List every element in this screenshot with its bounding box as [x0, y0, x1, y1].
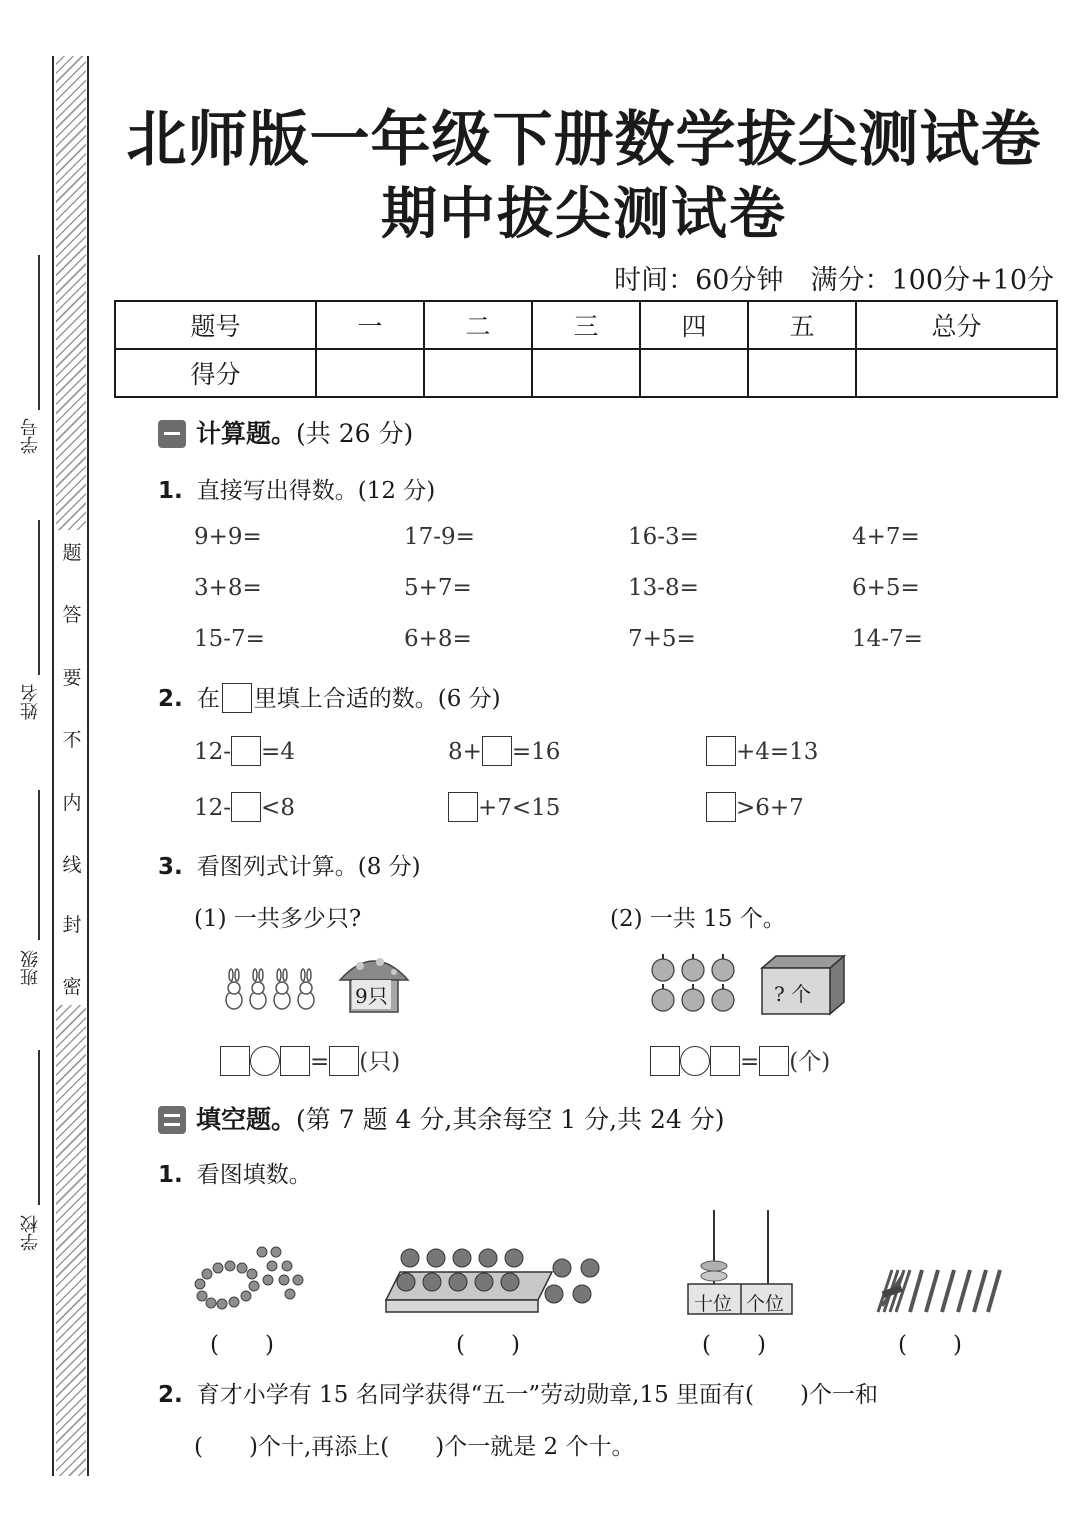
house-count-label: 9只 [352, 980, 391, 1009]
answer-box[interactable] [706, 736, 736, 766]
apple-icon [712, 989, 734, 1011]
seal-char: 密 [62, 976, 82, 998]
seal-char: 答 [62, 604, 82, 626]
answer-box[interactable] [710, 1046, 740, 1076]
equation-row-1: = (只) [220, 1043, 400, 1078]
name-label: 姓名 [20, 684, 41, 720]
answer-box[interactable] [706, 792, 736, 822]
score-table [114, 300, 1058, 398]
score-cell: 三 [532, 301, 640, 349]
page-title: 北师版一年级下册数学拔尖测试卷 [126, 105, 1042, 175]
student-id-line[interactable] [38, 255, 40, 410]
answer-box[interactable] [482, 736, 512, 766]
school-label: 学校 [20, 1215, 41, 1251]
fill-item: >6+7 [706, 794, 804, 824]
cupcakes-illustration [384, 1242, 614, 1316]
score-cell: 总分 [856, 301, 1057, 349]
section-number-two-icon [158, 1106, 186, 1134]
answer-box[interactable] [220, 1046, 250, 1076]
calc-item[interactable]: 15-7= [194, 626, 265, 652]
answer-box[interactable] [231, 792, 261, 822]
margin-line-outer [87, 56, 89, 1476]
question-2-1: 1. 看图填数。 [158, 1162, 312, 1188]
answer-box[interactable] [329, 1046, 359, 1076]
subquestion-1: (1) 一共多少只? [194, 906, 362, 932]
answer-box[interactable] [448, 792, 478, 822]
score-input-cell[interactable] [316, 349, 424, 397]
score-cell: 五 [748, 301, 856, 349]
score-cell: 二 [424, 301, 532, 349]
time-score-info: 时间：60分钟 满分：100分+10分 [614, 265, 1054, 296]
rabbits-illustration [222, 968, 322, 1014]
answer-blank[interactable]: ( ) [210, 1332, 274, 1358]
abacus-ones-label: 个位 [746, 1293, 785, 1315]
score-input-cell[interactable] [748, 349, 856, 397]
score-input-cell[interactable] [640, 349, 748, 397]
score-input-cell[interactable] [424, 349, 532, 397]
apple-icon [652, 959, 674, 981]
operator-circle[interactable] [250, 1046, 280, 1076]
answer-blank[interactable]: ( ) [456, 1332, 520, 1358]
seal-char: 题 [62, 542, 82, 564]
student-id-label: 学号 [20, 418, 41, 454]
fill-item: +7<15 [448, 794, 560, 824]
equation-row-2: = (个) [650, 1043, 830, 1078]
answer-box[interactable] [650, 1046, 680, 1076]
school-line[interactable] [38, 1050, 40, 1205]
score-table-score-row [115, 349, 1057, 397]
calc-item[interactable]: 13-8= [628, 575, 699, 601]
calc-item[interactable]: 6+5= [852, 575, 920, 601]
margin-line-inner [52, 56, 54, 1476]
box-unknown-label: ? 个 [774, 982, 812, 1006]
score-input-cell[interactable] [856, 349, 1057, 397]
answer-blank[interactable]: ( ) [702, 1332, 766, 1358]
score-cell: 一 [316, 301, 424, 349]
calc-item[interactable]: 14-7= [852, 626, 923, 652]
question-1-1: 1. 直接写出得数。(12 分) [158, 478, 436, 504]
answer-blank[interactable]: ( ) [898, 1332, 962, 1358]
sticks-illustration [872, 1262, 1002, 1318]
section-2-heading: 填空题。(第 7 题 4 分,其余每空 1 分,共 24 分) [158, 1100, 725, 1136]
apple-icon [652, 989, 674, 1011]
fill-item: 12- =4 [194, 738, 295, 768]
calc-item[interactable]: 9+9= [194, 524, 262, 550]
abacus-tens-label: 十位 [694, 1293, 733, 1315]
beads-illustration [192, 1244, 304, 1310]
subquestion-2: (2) 一共 15 个。 [610, 906, 786, 932]
rabbit-icon [274, 969, 290, 1009]
class-label: 班级 [20, 950, 41, 986]
rabbit-icon [298, 969, 314, 1009]
question-1-2: 2. 在 里填上合适的数。(6 分) [158, 680, 501, 715]
seal-char: 要 [62, 667, 82, 689]
question-2-2: 2. 育才小学有 15 名同学获得“五一”劳动勋章,15 里面有( )个一和 [158, 1382, 878, 1408]
calc-item[interactable]: 5+7= [404, 575, 472, 601]
question-1-3: 3. 看图列式计算。(8 分) [158, 854, 421, 880]
score-input-cell[interactable] [532, 349, 640, 397]
fill-item: 12- <8 [194, 794, 295, 824]
apple-icon [712, 959, 734, 981]
section-1-heading: 计算题。(共 26 分) [158, 414, 413, 450]
class-line[interactable] [38, 790, 40, 940]
answer-box[interactable] [280, 1046, 310, 1076]
answer-box[interactable] [231, 736, 261, 766]
page-subtitle: 期中拔尖测试卷 [381, 182, 787, 247]
score-cell: 四 [640, 301, 748, 349]
fill-item: 8+ =16 [448, 738, 560, 768]
seal-char: 内 [62, 792, 82, 814]
calc-item[interactable]: 3+8= [194, 575, 262, 601]
question-2-2-line2[interactable]: ( )个十,再添上( )个一就是 2 个十。 [194, 1434, 635, 1460]
rabbit-icon [226, 969, 242, 1009]
seal-char: 不 [62, 729, 82, 751]
answer-box[interactable] [759, 1046, 789, 1076]
apple-icon [682, 989, 704, 1011]
apple-icon [682, 959, 704, 981]
section-number-one-icon [158, 420, 186, 448]
score-cell: 题号 [115, 301, 316, 349]
calc-item[interactable]: 4+7= [852, 524, 920, 550]
calc-item[interactable]: 16-3= [628, 524, 699, 550]
seal-char: 线 [62, 854, 82, 876]
rabbit-icon [250, 969, 266, 1009]
calc-item[interactable]: 6+8= [404, 626, 472, 652]
fill-item: +4=13 [706, 738, 818, 768]
name-line[interactable] [38, 520, 40, 675]
calc-item[interactable]: 7+5= [628, 626, 696, 652]
apples-illustration [650, 952, 740, 1018]
operator-circle[interactable] [680, 1046, 710, 1076]
score-row-label: 得分 [115, 349, 316, 397]
seal-char: 封 [62, 914, 82, 936]
calc-item[interactable]: 17-9= [404, 524, 475, 550]
example-box-icon [222, 683, 252, 713]
score-table-header-row [115, 301, 1057, 349]
